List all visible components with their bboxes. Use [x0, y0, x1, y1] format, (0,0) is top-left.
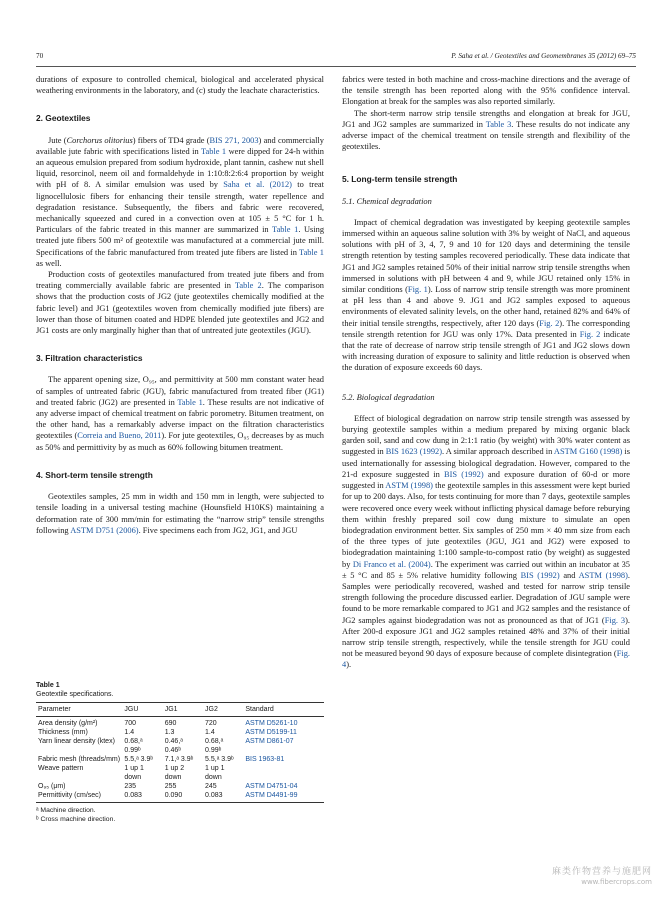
table-caption: Geotextile specifications. [36, 691, 114, 698]
table-standard-link[interactable]: ASTM D861-07 [245, 738, 294, 745]
table-standard-link[interactable]: ASTM D5199-11 [245, 729, 297, 736]
table-cell: 0.46,ᵃ 0.46ᵇ [164, 738, 183, 754]
watermark-chinese: 麻类作物营养与施肥网 [551, 867, 652, 877]
table-cell: 690 [164, 720, 177, 727]
table-cell: 5.5,ᵃ 3.9ᵇ [124, 756, 153, 763]
table-cell: 0.68,ᵃ 0.99ᵇ [205, 738, 224, 754]
section-5-1-paragraph: Impact of chemical degradation was investigated by keeping geotextile samples immersed within an aqueous saline solution with 3% by weight of NaCl, and aqueous solutions with pH of 3, 4, 7, 9 and 10 for 120 days and determining the tensile strength retention by testing samples recovered periodically. These data indicate that JG1 and JG2 samples retained 50% of their initial narrow strip tensile strengths when immersed in solutions with pH between 4 and 9, while JGU retained only 15% in similar conditions (Fig. 1). Loss of narrow strip tensile strength was more prominent at pH less than 4 and above 9. JG1 and JG2 samples exposed to aqueous environments of elevated salinity levels, on the other hand, retained 82% and 64% of their initial tensile strengths, respectively, after 120 days (Fig. 2). The corresponding tensile strength retention for JGU was only 17%. Data presented in Fig. 2 indicate that the rate of decrease of narrow strip tensile strength of JG1 and JG2 slows down with increasing duration of exposure to salinity and little reduction is observed when the duration of exposure exceeds 60 days. [342, 217, 630, 373]
table-row [36, 782, 324, 791]
ref-table-1[interactable]: Table 1 [177, 397, 203, 407]
section-2-paragraph-2: Production costs of geotextiles manufactured from treated jute fibers and from treating commercially available fabric are presented in Table 2. The comparison shows that the production costs of JG2 (jute geotextiles chemically modified at the fabric level) and JG1 (geotextiles woven from chemically modified jute fibers) are lower than those of bitumen coated and HDPE blended jute geotextiles and JG2 and JG1 costs are only marginally higher than that of untreated jute geotextiles (JGU). [36, 270, 324, 336]
table-header-cell: Parameter [36, 703, 122, 717]
table-header-row [36, 703, 324, 717]
watermark-url: www.fibercrops.com [581, 878, 652, 886]
table-header-cell: JG2 [203, 703, 243, 717]
table-header-cell: JGU [122, 703, 162, 717]
table-cell: 1 up 1 down [124, 765, 144, 781]
table-cell: 7.1,ᵃ 3.9ᵇ [164, 756, 194, 763]
table-footnote: ᵇ Cross machine direction. [36, 816, 116, 823]
section-5-2-title: 5.2. Biological degradation [342, 392, 435, 402]
table-cell: 1.4 [205, 729, 215, 736]
table-standard-link[interactable]: ASTM D5261-10 [245, 720, 298, 727]
table-cell: Area density (g/m²) [38, 720, 98, 727]
table-cell: 0.090 [163, 791, 203, 803]
table-header-cell: Standard [243, 703, 324, 717]
section-3-title: 3. Filtration characteristics [36, 353, 143, 364]
table-cell: Weave pattern [38, 765, 84, 772]
table-header-cell: JG1 [163, 703, 203, 717]
left-column [36, 74, 324, 536]
table-row [36, 791, 324, 803]
table-row [36, 737, 324, 755]
table-cell: 245 [205, 783, 217, 790]
table-cell: Thickness (mm) [38, 729, 88, 736]
table-cell: 1 up 1 down [205, 765, 225, 781]
ref-astm-d751[interactable]: ASTM D751 (2006) [70, 525, 139, 535]
ref-fig-2[interactable]: Fig. 2 [579, 329, 601, 339]
table-cell: 0.083 [203, 791, 243, 803]
table-cell: 1 up 2 down [164, 765, 185, 781]
table-standard-link[interactable]: BIS 1963-81 [245, 756, 285, 763]
section-4-paragraph: Geotextiles samples, 25 mm in width and 150 mm in length, were subjected to tensile loading in a universal testing machine (Hounsfield H10KS) maintaining a deformation rate of 300 mm/min for estimating the “narrow strip” tensile strengths following ASTM D751 (2006). Five specimens each from JG2, JG1, and JGU [36, 492, 324, 535]
table-cell: 255 [164, 783, 177, 790]
table-cell: O₉₅ (μm) [38, 783, 66, 790]
table-standard-link[interactable]: ASTM D4751-04 [245, 783, 298, 790]
ref-fig-1[interactable]: Fig. 1 [407, 285, 428, 295]
right-column [342, 74, 630, 671]
right-paragraph-1: fabrics were tested in both machine and cross-machine directions and the average of the tensile strength has been reported along with the 95% confidence interval. Elongation at break for the samples was also reported similarly. [342, 75, 630, 107]
table-cell: 700 [124, 720, 137, 727]
table-standard-link[interactable]: ASTM D4491-99 [243, 791, 324, 803]
table-1 [36, 681, 324, 824]
site-watermark [552, 867, 652, 887]
section-5-2-paragraph: Effect of biological degradation on narrow strip tensile strength was assessed by burying geotextile samples within a medium prepared by mixing organic black garden soil, sand and cow dung in 2:1:1 ratio (by weight) with 30% water content as suggested in BIS 1623 (1992). A similar approach described in ASTM G160 (1998) is used internationally for assessing biological degradation. However, compared to the 21-d exposure suggested in BIS (1992) and exposure duration of 60-d or more suggested in ASTM (1998) the geotextile samples in this assessment were kept buried for up to 200 days. Also, for tests continuing for more than 7 days, geotextile samples were recovered once every week without inflicting physical damage before reburying them within freshly prepared soil cow dung mixture to simulate an open biodegradation environment better. Six samples of 250 mm × 40 mm size from each of the three types of jute geotextiles (JGU, JG1 and JG2) were exposed to biodegradation maintaining 1:100 sample-to-compost ratio (by weight) as suggested by Di Franco et al. (2004). The experiment was carried out within an incubator at 35 ± 5 °C and 85 ± 5% relative humidity following BIS (1992) and ASTM (1998). Samples were periodically recovered, washed and tested for narrow strip tensile strength following the procedure discussed earlier. Degradation of JGU sample were found to be more remarkable compared to JG1 and JG2 samples and the resistance of JG2 samples against biodegradation was not as pronounced as that of JG1 (Fig. 3). After 200-d exposure JG1 and JG2 samples retained 48% and 37% of their initial narrow strip tensile strength, respectively, while the tensile strength for JGU could not be measured beyond 90 days of exposure because of complete disintegration (Fig. 4). [342, 413, 631, 670]
section-2-paragraph-1: Jute (Corchorus olitorius) fibers of TD4 grade (BIS 271, 2003) and commercially available jute fabric with specifications listed in Table 1 were dipped for 24-h within an aqueous emulsion prepared from sodium hydroxide, plant tannin, cashew nut shell liquid, resorcinol, neem oil and formaldehyde in 1:10:8:2:6:4 proportion by weight with pH of 8. A similar emulsion was used by Saha et al. (2012) to treat lignocellulosic fibers for enhancing their tensile strength, water repellence and degradation resistance. Subsequently, the fibers and fabric were recovered, mechanically squeezed and cured in a convection oven at 105 ± 5 °C for 1 h. Particulars of the fabric treated in this manner are summarized in Table 1. Using treated jute fibers 500 m² of geotextile was manufactured at a commercial jute mill. Specifications of the fabric manufactured from treated jute fibers are listed in Table 1 as well. [36, 135, 325, 268]
ref-bis-1992[interactable]: BIS (1992) [444, 469, 484, 479]
right-paragraph-2: The short-term narrow strip tensile strengths and elongation at break for JGU, JG1 and JG2 samples are summarized in Table 3. These results do not indicate any adverse impact of the chemical treatment on tensile strength and flexibility of the geotextiles. [342, 108, 630, 152]
ref-bis-271[interactable]: BIS 271, 2003 [209, 135, 259, 145]
section-5-title: 5. Long-term tensile strength [342, 174, 458, 185]
table-cell: 1.4 [124, 729, 135, 736]
ref-table-3[interactable]: Table 3 [485, 119, 512, 129]
ref-fig-2[interactable]: Fig. 2 [539, 318, 560, 328]
table-cell: 720 [205, 720, 217, 727]
table-cell: 0.68,ᵃ 0.99ᵇ [124, 738, 143, 754]
ref-table-1[interactable]: Table 1 [299, 247, 324, 257]
table-cell: 5.5,ᵃ 3.9ᵇ [205, 756, 234, 763]
ref-correia-bueno[interactable]: Correia and Bueno, 2011 [77, 431, 162, 441]
table-cell: Fabric mesh (threads/mm) [38, 756, 121, 763]
table-footnote: ᵃ Machine direction. [36, 807, 96, 814]
journal-citation: P. Saha et al. / Geotextiles and Geomembranes 35 (2012) 69–75 [451, 52, 636, 60]
ref-table-1[interactable]: Table 1 [272, 225, 299, 235]
table-cell: 1.3 [164, 729, 175, 736]
table-cell: 0.083 [122, 791, 162, 803]
section-4-title: 4. Short-term tensile strength [36, 469, 153, 480]
table-cell: Yarn linear density (ktex) [38, 738, 115, 745]
ref-table-2[interactable]: Table 2 [234, 281, 262, 291]
page-number: 70 [36, 52, 44, 60]
ref-di-franco-2004[interactable]: Di Franco et al. (2004) [352, 559, 431, 569]
ref-astm-g160[interactable]: ASTM G160 (1998) [553, 447, 623, 457]
ref-fig-3[interactable]: Fig. 3 [604, 615, 626, 625]
section-3-paragraph: The apparent opening size, O₉₅, and permittivity at 500 mm constant water head of samples of untreated fabric (JGU), fabric manufactured from treated fiber (JG1) and treated fabric (JG2) are presented in Table 1. These results are not indicative of any adverse impact of chemical treatment on fabric porometry. Bitumen treatment, on the other hand, has a remarkably adverse impact on the filtration characteristics geotextiles (Correia and Bueno, 2011). For jute geotextiles, O₉₅ decreases by as much as 50% and permittivity by as much as 60% following bitumen treatment. [36, 375, 324, 452]
ref-bis-1992[interactable]: BIS (1992) [520, 570, 560, 580]
ref-astm-1998[interactable]: ASTM (1998) [578, 570, 628, 580]
specifications-table [36, 702, 324, 803]
ref-saha-2012[interactable]: Saha et al. (2012) [223, 180, 292, 190]
ref-fig-4[interactable]: Fig. 4 [342, 649, 630, 670]
section-2-title: 2. Geotextiles [36, 113, 91, 124]
ref-table-1[interactable]: Table 1 [200, 146, 227, 156]
ref-bis-1623[interactable]: BIS 1623 (1992) [385, 447, 443, 457]
table-row [36, 717, 324, 729]
table-cell: 235 [124, 783, 137, 790]
intro-paragraph: durations of exposure to controlled chemical, biological and accelerated physical weathering environments in the laboratory, and (c) study the leachate characteristics. [36, 75, 324, 96]
table-label: Table 1 [36, 682, 60, 689]
section-5-1-title: 5.1. Chemical degradation [342, 196, 432, 206]
table-cell: Permittivity (cm/sec) [36, 791, 122, 803]
ref-astm-1998[interactable]: ASTM (1998) [385, 481, 433, 491]
table-row [36, 755, 324, 764]
page-header [36, 52, 636, 66]
table-row [36, 764, 324, 782]
table-cell [243, 764, 324, 782]
header-rule [36, 66, 636, 67]
table-row [36, 728, 324, 737]
